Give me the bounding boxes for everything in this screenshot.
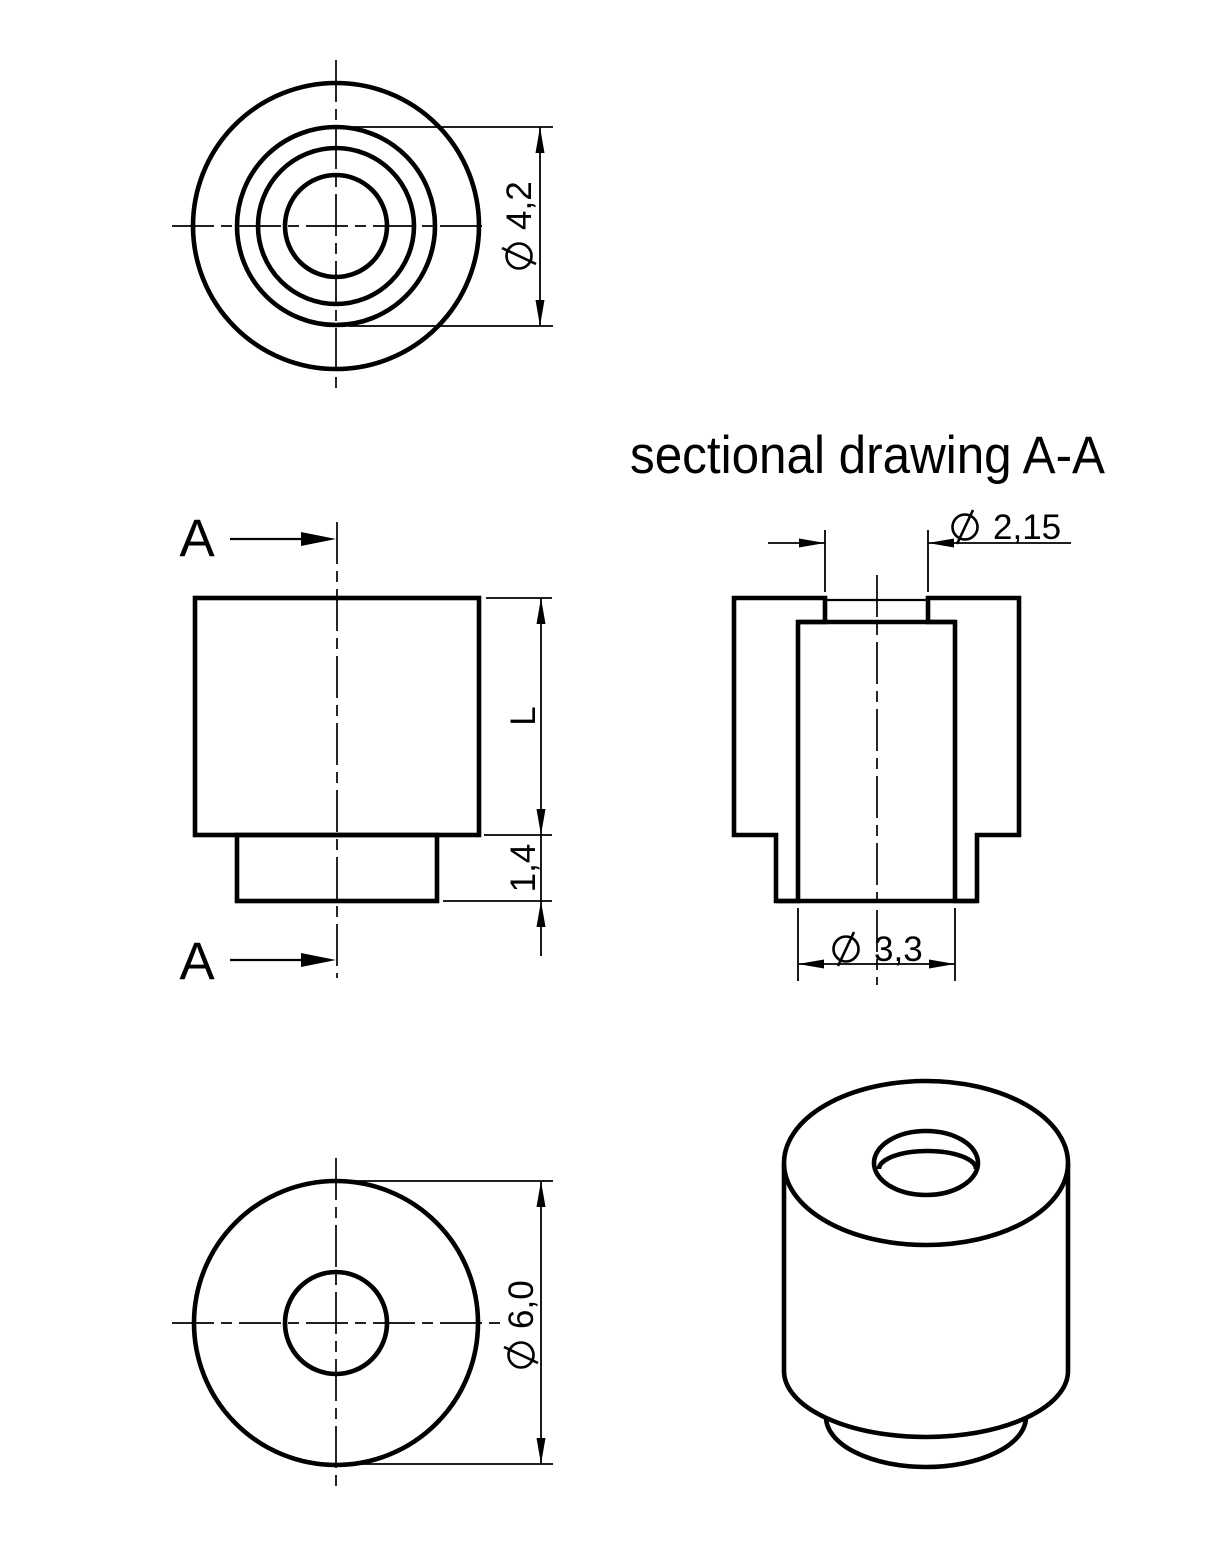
dimension-value: 6,0: [502, 1280, 541, 1329]
section-marker-label: A: [179, 932, 215, 991]
dimension-value: 1,4: [504, 843, 543, 893]
section-marker-label: A: [179, 509, 215, 568]
dimension-value: 4,2: [500, 181, 539, 230]
drawing-title: sectional drawing A-A: [630, 426, 1106, 485]
dimension-value: 2,15: [993, 508, 1062, 547]
dimension-value: 3,3: [874, 930, 923, 969]
dimension-value: L: [504, 706, 543, 726]
